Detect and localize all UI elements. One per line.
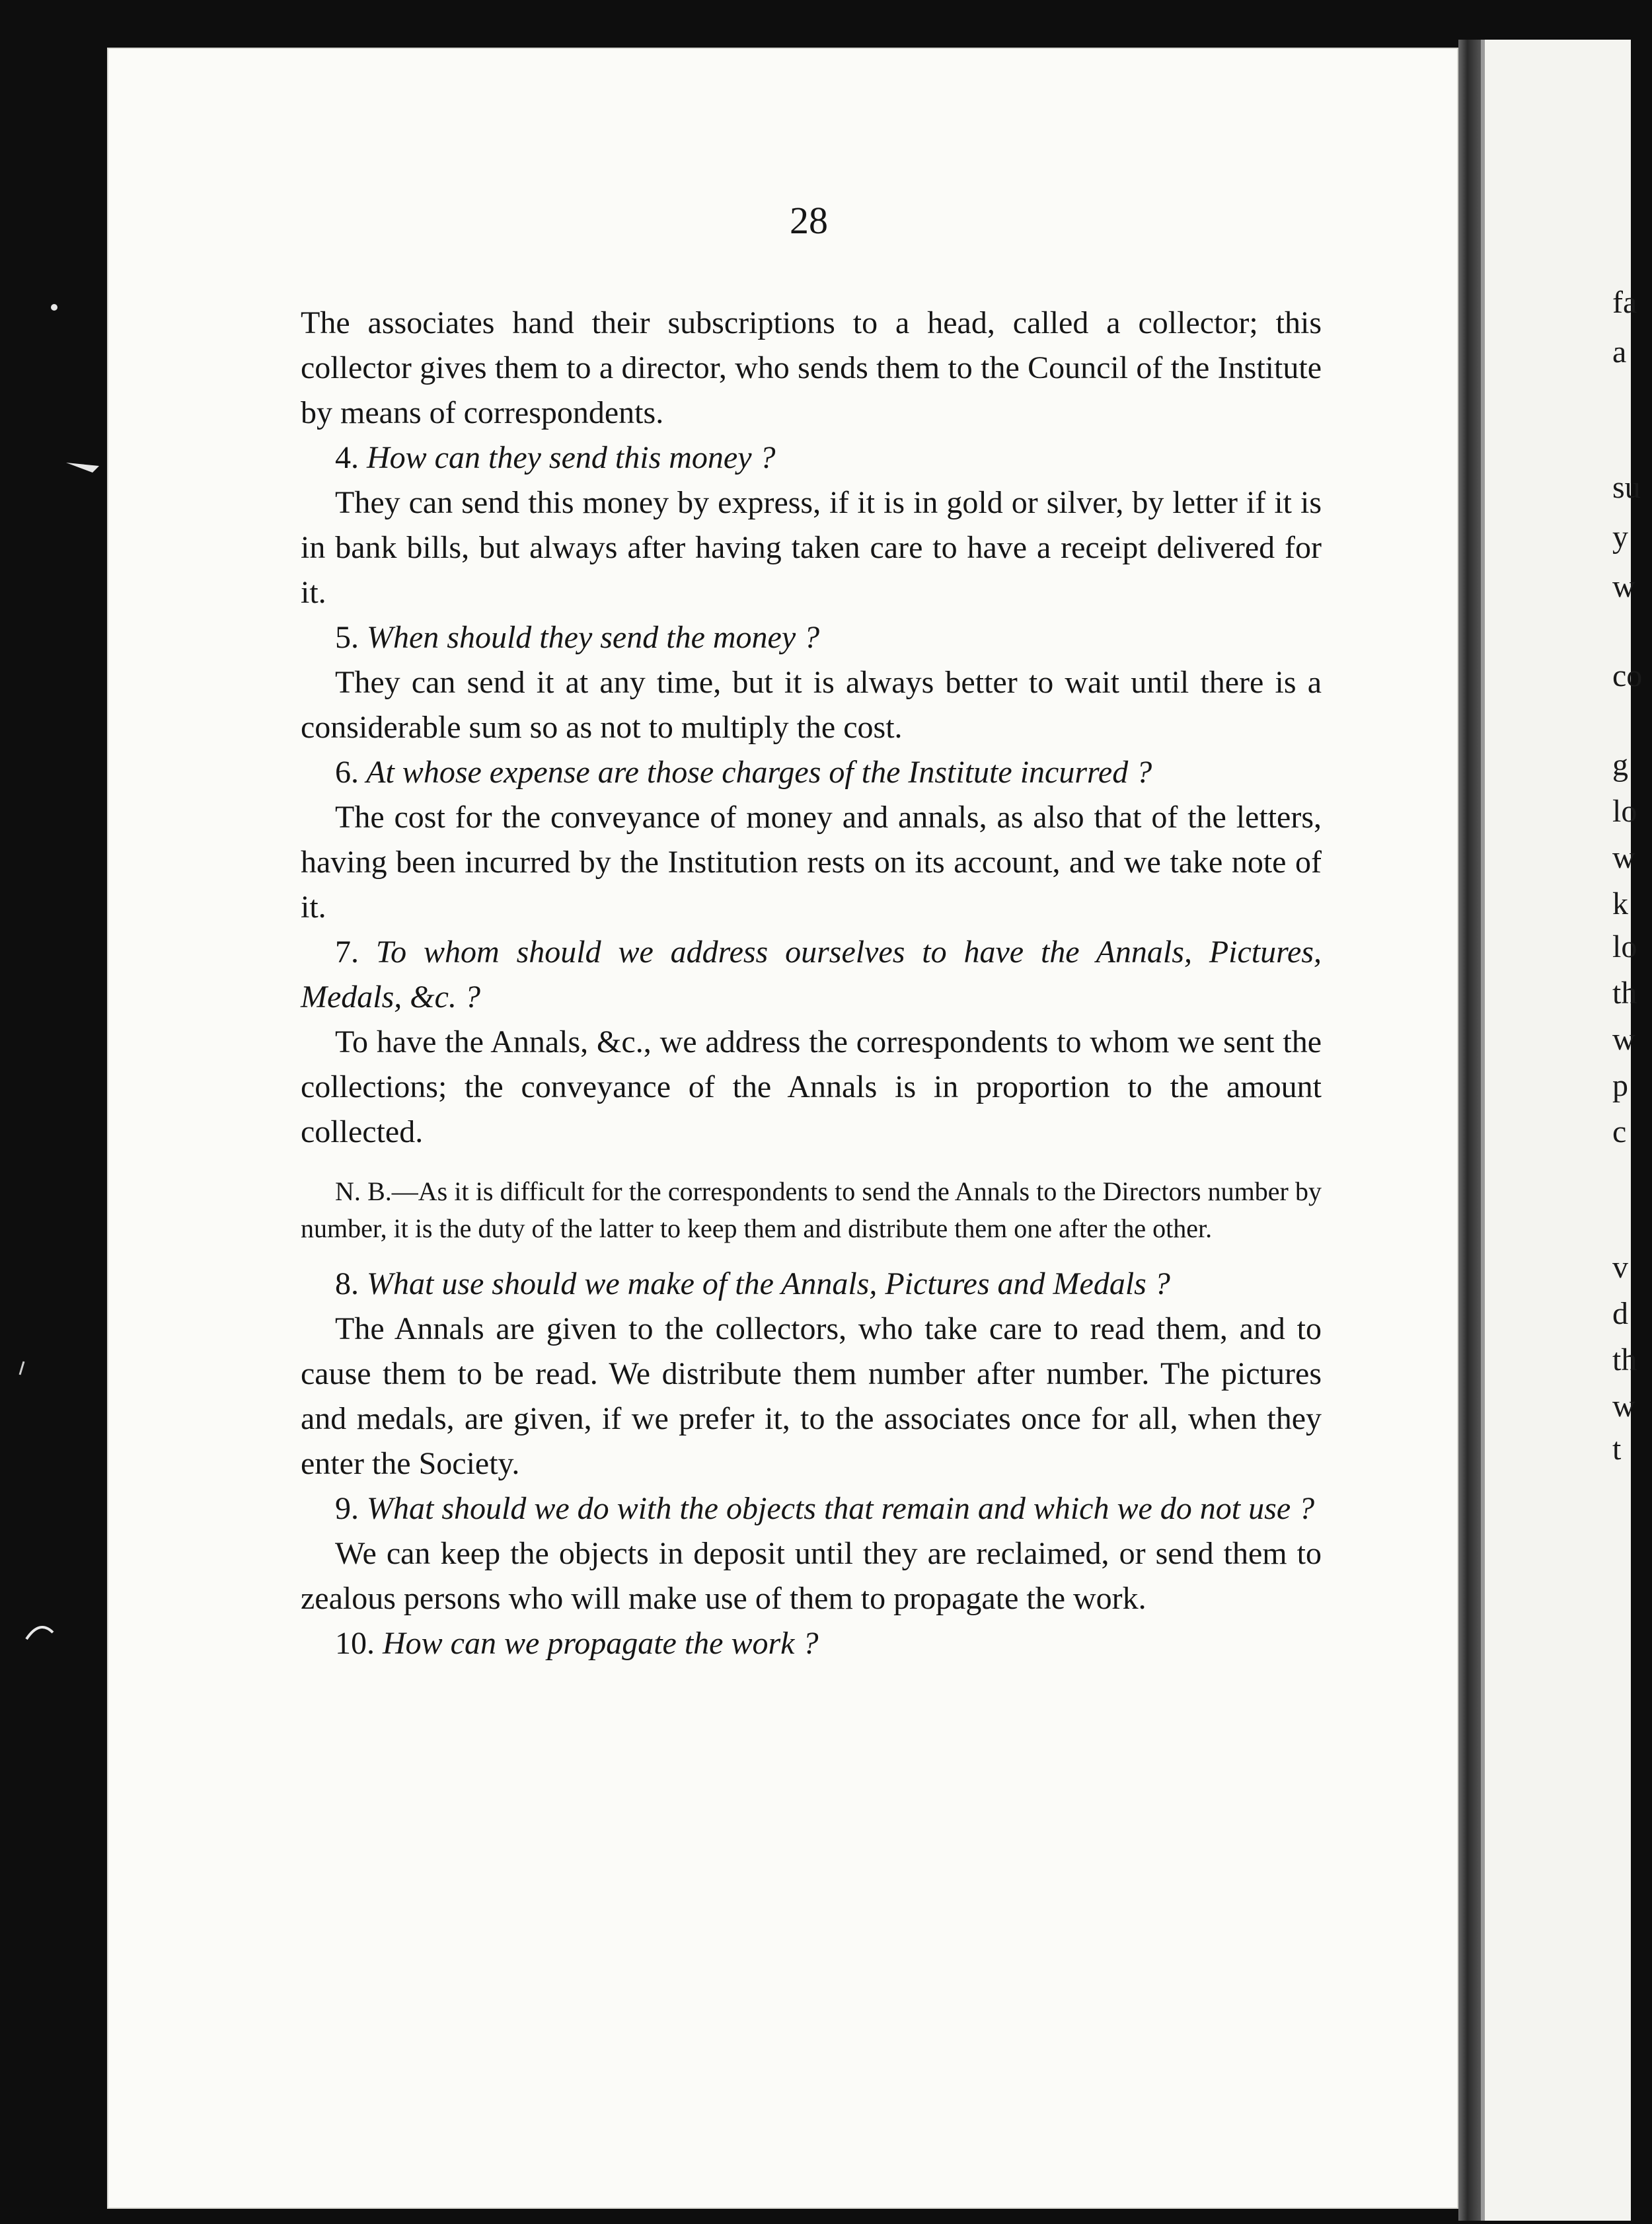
answer-paragraph: To have the Annals, &c., we address the correspondents to whom we sent the collections; the conveyance of the Annals is in proportion to the amount collected. xyxy=(301,1024,1322,1149)
facing-fragment: w xyxy=(1612,840,1635,875)
question xyxy=(301,1262,1322,1307)
book-gutter xyxy=(1458,40,1481,2221)
question xyxy=(301,750,1322,795)
question-text: How can they send this money ? xyxy=(367,440,776,475)
facing-fragment: t xyxy=(1612,1432,1622,1467)
facing-fragment: w xyxy=(1612,569,1635,604)
answer-paragraph: The Annals are given to the collectors, who take care to read them, and to cause them to be read. We distribute them number after number. The pictures and medals, are given, if we prefer it, to the associates once for all, when they enter the Society. xyxy=(301,1311,1322,1481)
facing-fragment: fa xyxy=(1612,285,1637,320)
question-text: What should we do with the objects that remain and which we do not use ? xyxy=(367,1491,1315,1526)
facing-fragment: su xyxy=(1612,470,1641,505)
facing-page-text-fragments xyxy=(1612,0,1652,2221)
facing-fragment: c xyxy=(1612,1114,1627,1149)
question-number: 9. xyxy=(335,1491,359,1526)
question xyxy=(301,436,1322,480)
question-text: How can we propagate the work ? xyxy=(383,1626,819,1661)
answer-paragraph: They can send it at any time, but it is always better to wait until there is a considerable sum so as not to multiply the cost. xyxy=(301,665,1322,745)
question-number: 7. xyxy=(335,935,359,970)
question-text: To whom should we address ourselves to have the Annals, Pictures, Medals, &c. ? xyxy=(301,935,1322,1015)
facing-fragment: y xyxy=(1612,519,1628,555)
body-paragraph: The associates hand their subscriptions to a head, called a collector; this collector gives them to a director, who sends them to the Council of the Institute by means of correspondents. xyxy=(301,305,1322,430)
question xyxy=(301,1621,1322,1666)
facing-fragment: p xyxy=(1612,1068,1628,1103)
question-number: 6. xyxy=(335,755,359,790)
page-body xyxy=(301,301,1322,1666)
facing-page xyxy=(1481,40,1631,2221)
facing-fragment: lo xyxy=(1612,929,1637,964)
facing-fragment: g xyxy=(1612,748,1628,783)
facing-fragment: th xyxy=(1612,1342,1637,1377)
answer-paragraph: They can send this money by express, if it is in gold or silver, by letter if it is in bank bills, but always after having taken care to have a receipt delivered for it. xyxy=(301,485,1322,610)
question-number: 8. xyxy=(335,1266,359,1301)
facing-fragment: th xyxy=(1612,976,1637,1011)
question xyxy=(301,930,1322,1020)
scan-specks xyxy=(0,0,107,2221)
question-number: 10. xyxy=(335,1626,375,1661)
scan-margin xyxy=(0,0,107,2221)
facing-fragment: d xyxy=(1612,1296,1628,1331)
facing-fragment: co xyxy=(1612,658,1643,693)
facing-fragment: w xyxy=(1612,1389,1635,1424)
facing-fragment: a xyxy=(1612,334,1627,369)
question-number: 5. xyxy=(335,620,359,655)
facing-fragment: v xyxy=(1612,1250,1628,1285)
facing-fragment: lo xyxy=(1612,794,1637,829)
question-text: What use should we make of the Annals, Pictures and Medals ? xyxy=(367,1266,1170,1301)
question xyxy=(301,1486,1322,1531)
question xyxy=(301,615,1322,660)
facing-fragment: k xyxy=(1612,886,1628,921)
question-number: 4. xyxy=(335,440,359,475)
note-paragraph: N. B.—As it is difficult for the correspondents to send the Annals to the Directors number by number, it is the duty of the latter to keep them and distribute them one after the other. xyxy=(301,1176,1322,1243)
answer-paragraph: We can keep the objects in deposit until they are reclaimed, or send them to zealous persons who will make use of them to propagate the work. xyxy=(301,1536,1322,1616)
page-number: 28 xyxy=(790,199,828,242)
question-text: At whose expense are those charges of the Institute incurred ? xyxy=(366,755,1152,790)
answer-paragraph: The cost for the conveyance of money and annals, as also that of the letters, having been incurred by the Institution rests on its account, and we take note of it. xyxy=(301,800,1322,925)
facing-page-edge xyxy=(1481,40,1485,2221)
question-text: When should they send the money ? xyxy=(367,620,820,655)
facing-fragment: w xyxy=(1612,1022,1635,1057)
